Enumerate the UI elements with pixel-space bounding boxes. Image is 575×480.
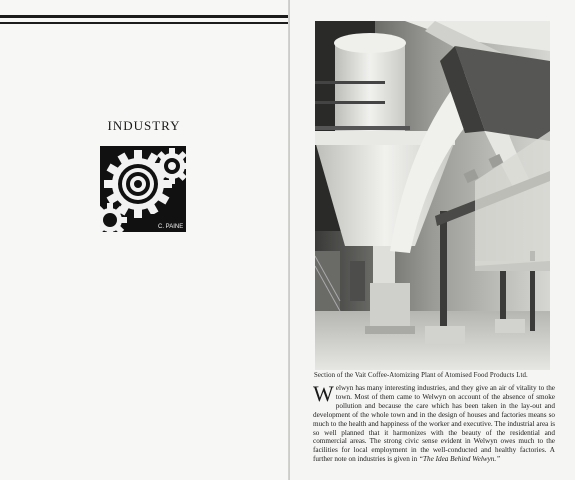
header-rules xyxy=(0,15,288,24)
emblem-signature: C. PAINE xyxy=(158,224,184,230)
body-paragraph xyxy=(313,381,555,464)
factory-interior-photo-icon xyxy=(315,21,550,370)
drop-cap: W xyxy=(313,381,334,406)
body-text: elwyn has many interesting industries, and they give an air of vitality to the town. Most of them came to Welwyn on account of the absence of smoke pollution and because the care which has been taken in the lay-out and development of the whole town and in the design of houses and factories means so much to the health and happiness of the worker and executive. The industrial area is so well planned that it harmonizes with the beauty of the residential and commercial areas. The strong civic sense evident in Welwyn owes much to the facilities for local employment in the well-conducted and healthy factories. A further note on industries is given in xyxy=(313,384,555,464)
header-rule-thin xyxy=(0,22,288,24)
gears-emblem-icon xyxy=(100,146,186,232)
book-reference: “The Idea Behind Welwyn.” xyxy=(419,455,501,464)
header-rule-thick xyxy=(0,15,288,18)
section-heading: INDUSTRY xyxy=(107,118,181,133)
photo-caption: Section of the Vait Coffee-Atomizing Plant of Atomised Food Products Ltd. xyxy=(314,372,528,379)
